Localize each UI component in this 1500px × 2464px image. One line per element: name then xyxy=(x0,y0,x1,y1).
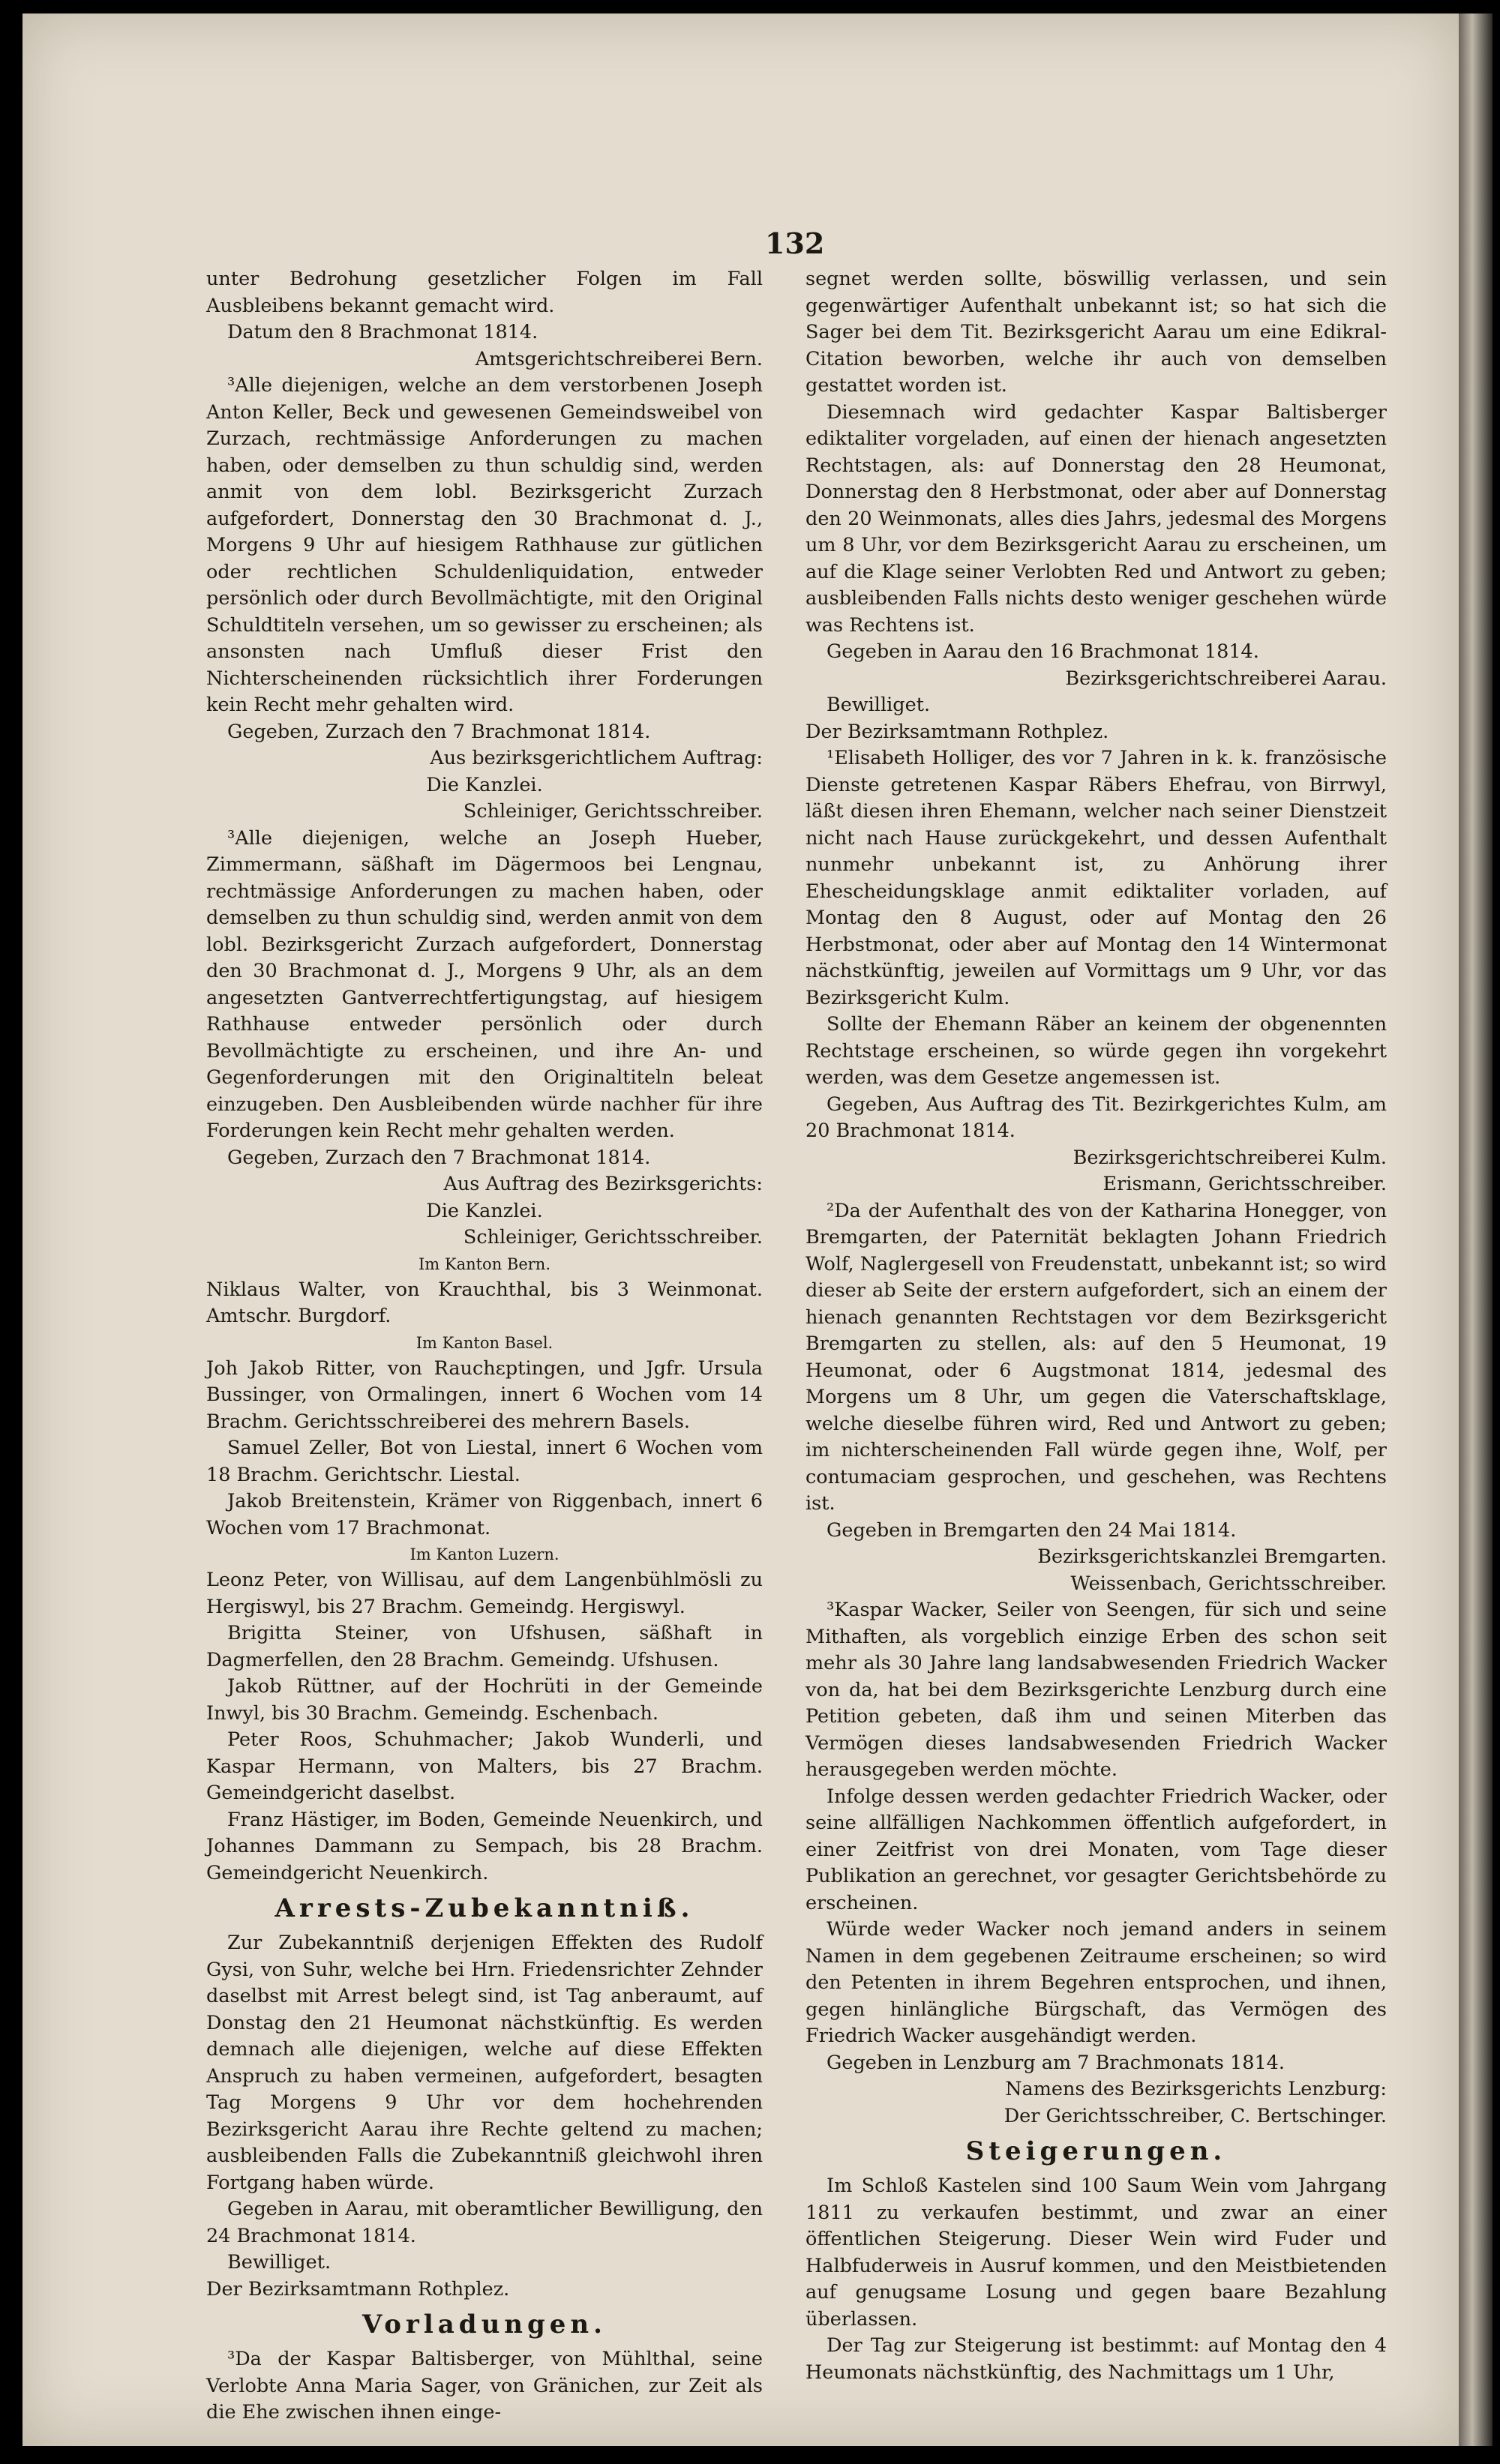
paragraph: Erismann, Gerichtsschreiber. xyxy=(1102,1173,1387,1195)
paragraph: Würde weder Wacker noch jemand anders in seinem Namen in dem gegebenen Zeitraume erscheinen; so wird den Petenten in ihrem Begehren entsprochen, und ihnen, gegen hinlängliche Bürgschaft, das Vermögen des Friedrich Wacker ausgehändigt werden. xyxy=(806,1918,1387,2047)
paragraph: Der Tag zur Steigerung ist bestimmt: auf Montag den 4 Heumonats nächstkünftig, des Nachmittags um 1 Uhr, xyxy=(806,2334,1387,2384)
paragraph: Aus bezirksgerichtlichem Auftrag: xyxy=(430,747,763,769)
paragraph: Gegeben, Zurzach den 7 Brachmonat 1814. xyxy=(227,1146,651,1169)
paragraph: Gegeben in Aarau den 16 Brachmonat 1814. xyxy=(826,640,1259,663)
paragraph: Gegeben, Zurzach den 7 Brachmonat 1814. xyxy=(227,720,651,743)
paragraph: Im Kanton Bern. xyxy=(418,1254,550,1273)
page-number: 132 xyxy=(765,226,825,260)
paragraph: Der Gerichtsschreiber, C. Bertschinger. xyxy=(1004,2104,1387,2127)
paragraph: Peter Roos, Schuhmacher; Jakob Wunderli, und Kaspar Hermann, von Malters, bis 27 Brachm. Gemeindgericht daselbst. xyxy=(206,1728,763,1804)
paragraph: Die Kanzlei. xyxy=(426,1199,543,1222)
paragraph: Gegeben, Aus Auftrag des Tit. Bezirkgerichtes Kulm, am 20 Brachmonat 1814. xyxy=(806,1093,1387,1142)
paragraph: Jakob Breitenstein, Krämer von Riggenbach, innert 6 Wochen vom 17 Brachmonat. xyxy=(206,1490,763,1539)
left-column xyxy=(206,266,763,2427)
paragraph: ³Kaspar Wacker, Seiler von Seengen, für sich und seine Mithaften, als vorgeblich einzige Erben des schon seit mehr als 30 Jahre lang landsabwesenden Friedrich Wacker von da, hat bei dem Bezirksgerichte Lenzburg durch eine Petition gebeten, daß ihm und seinen Miterben das Vermögen dieses landsabwesenden Friedrich Wacker herausgegeben werden möchte. xyxy=(806,1599,1387,1781)
paragraph: Amtsgerichtschreiberei Bern. xyxy=(475,347,763,370)
paragraph: Bezirksgerichtschreiberei Aarau. xyxy=(1065,667,1387,690)
paragraph: ¹Elisabeth Holliger, des vor 7 Jahren in k. k. französische Dienste getretenen Kaspar Räbers Ehefrau, von Birrwyl, läßt diesen ihren Ehemann, welcher nach seiner Dienstzeit nicht nach Hause zurückgekehrt, und dessen Aufenthalt nunmehr unbekannt ist, zu Anhörung ihrer Ehescheidungsklage anmit ediktaliter vorladen, auf Montag den 8 August, oder auf Montag den 26 Herbstmonat, oder aber auf Montag den 14 Wintermonat nächstkünftig, jeweilen auf Vormittags um 9 Uhr, vor das Bezirksgericht Kulm. xyxy=(806,747,1387,1009)
paragraph: ³Da der Kaspar Baltisberger, von Mühlthal, seine Verlobte Anna Maria Sager, von Gränichen, zur Zeit als die Ehe zwischen ihnen einge- xyxy=(206,2348,763,2424)
paragraph: Gegeben in Lenzburg am 7 Brachmonats 1814. xyxy=(826,2051,1286,2074)
adjacent-page-edge xyxy=(1459,13,1492,2446)
section-heading: Arrests-Zubekanntniß. xyxy=(274,1893,694,1923)
paragraph: Im Kanton Luzern. xyxy=(410,1545,560,1563)
right-column xyxy=(806,266,1387,2386)
paragraph: Jakob Rüttner, auf der Hochrüti in der Gemeinde Inwyl, bis 30 Brachm. Gemeindg. Eschenbach. xyxy=(206,1675,763,1725)
paragraph: Aus Auftrag des Bezirksgerichts: xyxy=(443,1173,763,1195)
paragraph: Bewilliget. xyxy=(826,694,931,716)
paragraph: Im Kanton Basel. xyxy=(416,1333,554,1352)
paragraph: Samuel Zeller, Bot von Liestal, innert 6 Wochen vom 18 Brachm. Gerichtschr. Liestal. xyxy=(206,1437,763,1486)
paragraph: Niklaus Walter, von Krauchthal, bis 3 Weinmonat. Amtschr. Burgdorf. xyxy=(206,1278,763,1327)
paragraph: ²Da der Aufenthalt des von der Katharina Honegger, von Bremgarten, der Paternität beklagten Johann Friedrich Wolf, Naglergesell von Freudenstatt, unbekannt ist; so wird dieser ab Seite der erstern aufgefordert, sich an einem der hienach genannten Rechtstagen vor dem Bezirksgericht Bremgarten zu stellen, als: auf den 5 Heumonat, 19 Heumonat, oder 6 Augstmonat 1814, jedesmal des Morgens um 8 Uhr, um gegen die Vaterschaftsklage, welche dieselbe führen wird, Red und Antwort zu geben; im nichterscheinenden Fall würde gegen ihne, Wolf, per contumaciam gesprochen, und geschehen, was Rechtens ist. xyxy=(806,1199,1387,1515)
paragraph: Bezirksgerichtskanzlei Bremgarten. xyxy=(1037,1545,1387,1568)
paragraph: Leonz Peter, von Willisau, auf dem Langenbühlmösli zu Hergiswyl, bis 27 Brachm. Gemeindg. Hergiswyl. xyxy=(206,1569,763,1618)
paragraph: Gegeben in Aarau, mit oberamtlicher Bewilligung, den 24 Brachmonat 1814. xyxy=(206,2198,763,2247)
paragraph: Schleiniger, Gerichtsschreiber. xyxy=(463,1226,763,1248)
section-heading: Vorladungen. xyxy=(362,2310,607,2340)
paragraph: Franz Hästiger, im Boden, Gemeinde Neuenkirch, und Johannes Dammann zu Sempach, bis 28 Brachm. Gemeindgericht Neuenkirch. xyxy=(206,1808,763,1884)
paragraph: Infolge dessen werden gedachter Friedrich Wacker, oder seine allfälligen Nachkommen öffentlich aufgefordert, in einer Zeitfrist von drei Monaten, vom Tage dieser Publikation an gerechnet, vor gesagter Gerichtsbehörde zu erscheinen. xyxy=(806,1785,1387,1914)
paragraph: Der Bezirksamtmann Rothplez. xyxy=(806,720,1109,743)
paragraph: Bewilliget. xyxy=(227,2251,332,2274)
paragraph: Weissenbach, Gerichtsschreiber. xyxy=(1070,1572,1387,1595)
paragraph: Namens des Bezirksgerichts Lenzburg: xyxy=(1005,2078,1387,2100)
paragraph: Schleiniger, Gerichtsschreiber. xyxy=(463,800,763,823)
paragraph: Bezirksgerichtschreiberei Kulm. xyxy=(1072,1146,1387,1169)
paragraph: Joh Jakob Ritter, von Rauchεptingen, und Jgfr. Ursula Bussinger, von Ormalingen, innert 6 Wochen vom 14 Brachm. Gerichtsschreiberei des mehrern Basels. xyxy=(206,1356,763,1433)
paragraph: Im Schloß Kastelen sind 100 Saum Wein vom Jahrgang 1811 zu verkaufen bestimmt, und zwar an einer öffentlichen Steigerung. Dieser Wein wird Fuder und Halbfuderweis in Ausruf kommen, und den Meistbietenden auf genugsame Losung und gegen baare Bezahlung überlassen. xyxy=(806,2175,1387,2331)
paragraph: ³Alle diejenigen, welche an Joseph Hueber, Zimmermann, säßhaft im Dägermoos bei Lengnau, rechtmässige Anforderungen zu machen haben, oder demselben zu thun schuldig sind, werden anmit von dem lobl. Bezirksgericht Zurzach aufgefordert, Donnerstag den 30 Brachmonat d. J., Morgens 9 Uhr, als an dem angesetzten Gantverrechtfertigungstag, auf hiesigem Rathhause entweder persönlich oder durch Bevollmächtigte zu erscheinen, und ihre An- und Gegenforderungen mit den Originaltiteln beleat einzugeben. Den Ausbleibenden würde nachher für ihre Forderungen kein Recht mehr gehalten werden. xyxy=(206,826,763,1142)
paragraph: Die Kanzlei. xyxy=(426,773,543,796)
section-heading: Steigerungen. xyxy=(965,2136,1227,2166)
paragraph: Sollte der Ehemann Räber an keinem der obgenennten Rechtstage erscheinen, so würde gegen ihn vorgekehrt werden, was dem Gesetze angemessen ist. xyxy=(806,1013,1387,1089)
paragraph: Der Bezirksamtmann Rothplez. xyxy=(206,2277,510,2301)
paragraph: Datum den 8 Brachmonat 1814. xyxy=(227,321,538,343)
paragraph: unter Bedrohung gesetzlicher Folgen im Fall Ausbleibens bekannt gemacht wird. xyxy=(206,268,763,317)
paragraph: Brigitta Steiner, von Ufshusen, säßhaft in Dagmerfellen, den 28 Brachm. Gemeindg. Ufshusen. xyxy=(206,1622,763,1671)
paragraph: Gegeben in Bremgarten den 24 Mai 1814. xyxy=(826,1518,1237,1542)
paragraph: segnet werden sollte, böswillig verlassen, und sein gegenwärtiger Aufenthalt unbekannt ist; so hat sich die Sager bei dem Tit. Bezirksgericht Aarau um eine Edikral-Citation beworben, welche ihr auch von demselben gestattet worden ist. xyxy=(806,268,1387,397)
paragraph: Zur Zubekanntniß derjenigen Effekten des Rudolf Gysi, von Suhr, welche bei Hrn. Friedensrichter Zehnder daselbst mit Arrest belegt sind, ist Tag anberaumt, auf Donstag den 21 Heumonat nächstkünftig. Es werden demnach alle diejenigen, welche auf diese Effekten Anspruch zu haben vermeinen, aufgefordert, besagten Tag Morgens 9 Uhr vor dem hochehrenden Bezirksgericht Aarau ihre Rechte geltend zu machen; ausbleibenden Falls die Zubekanntniß gleichwohl ihren Fortgang haben würde. xyxy=(206,1932,763,2194)
paragraph: ³Alle diejenigen, welche an dem verstorbenen Joseph Anton Keller, Beck und gewesenen Gemeindsweibel von Zurzach, rechtmässige Anforderungen zu machen haben, oder demselben zu thun schuldig sind, werden anmit von dem lobl. Bezirksgericht Zurzach aufgefordert, Donnerstag den 30 Brachmonat d. J., Morgens 9 Uhr auf hiesigem Rathhause zur gütlichen oder rechtlichen Schuldenliquidation, entweder persönlich oder durch Bevollmächtigte, mit den Original Schuldtiteln versehen, um so gewisser zu erscheinen; als ansonsten nach Umfluß dieser Frist den Nichterscheinenden rücksichtlich ihrer Forderungen kein Recht mehr gehalten wird. xyxy=(206,374,763,716)
paragraph: Diesemnach wird gedachter Kaspar Baltisberger ediktaliter vorgeladen, auf einen der hienach angesetzten Rechtstagen, als: auf Donnerstag den 28 Heumonat, Donnerstag den 8 Herbstmonat, oder aber auf Donnerstag den 20 Weinmonats, alles dies Jahrs, jedesmal des Morgens um 8 Uhr, vor dem Bezirksgericht Aarau zu erscheinen, um auf die Klage seiner Verlobten Red und Antwort zu geben; ausbleibenden Falls nichts desto weniger geschehen würde was Rechtens ist. xyxy=(806,400,1387,637)
